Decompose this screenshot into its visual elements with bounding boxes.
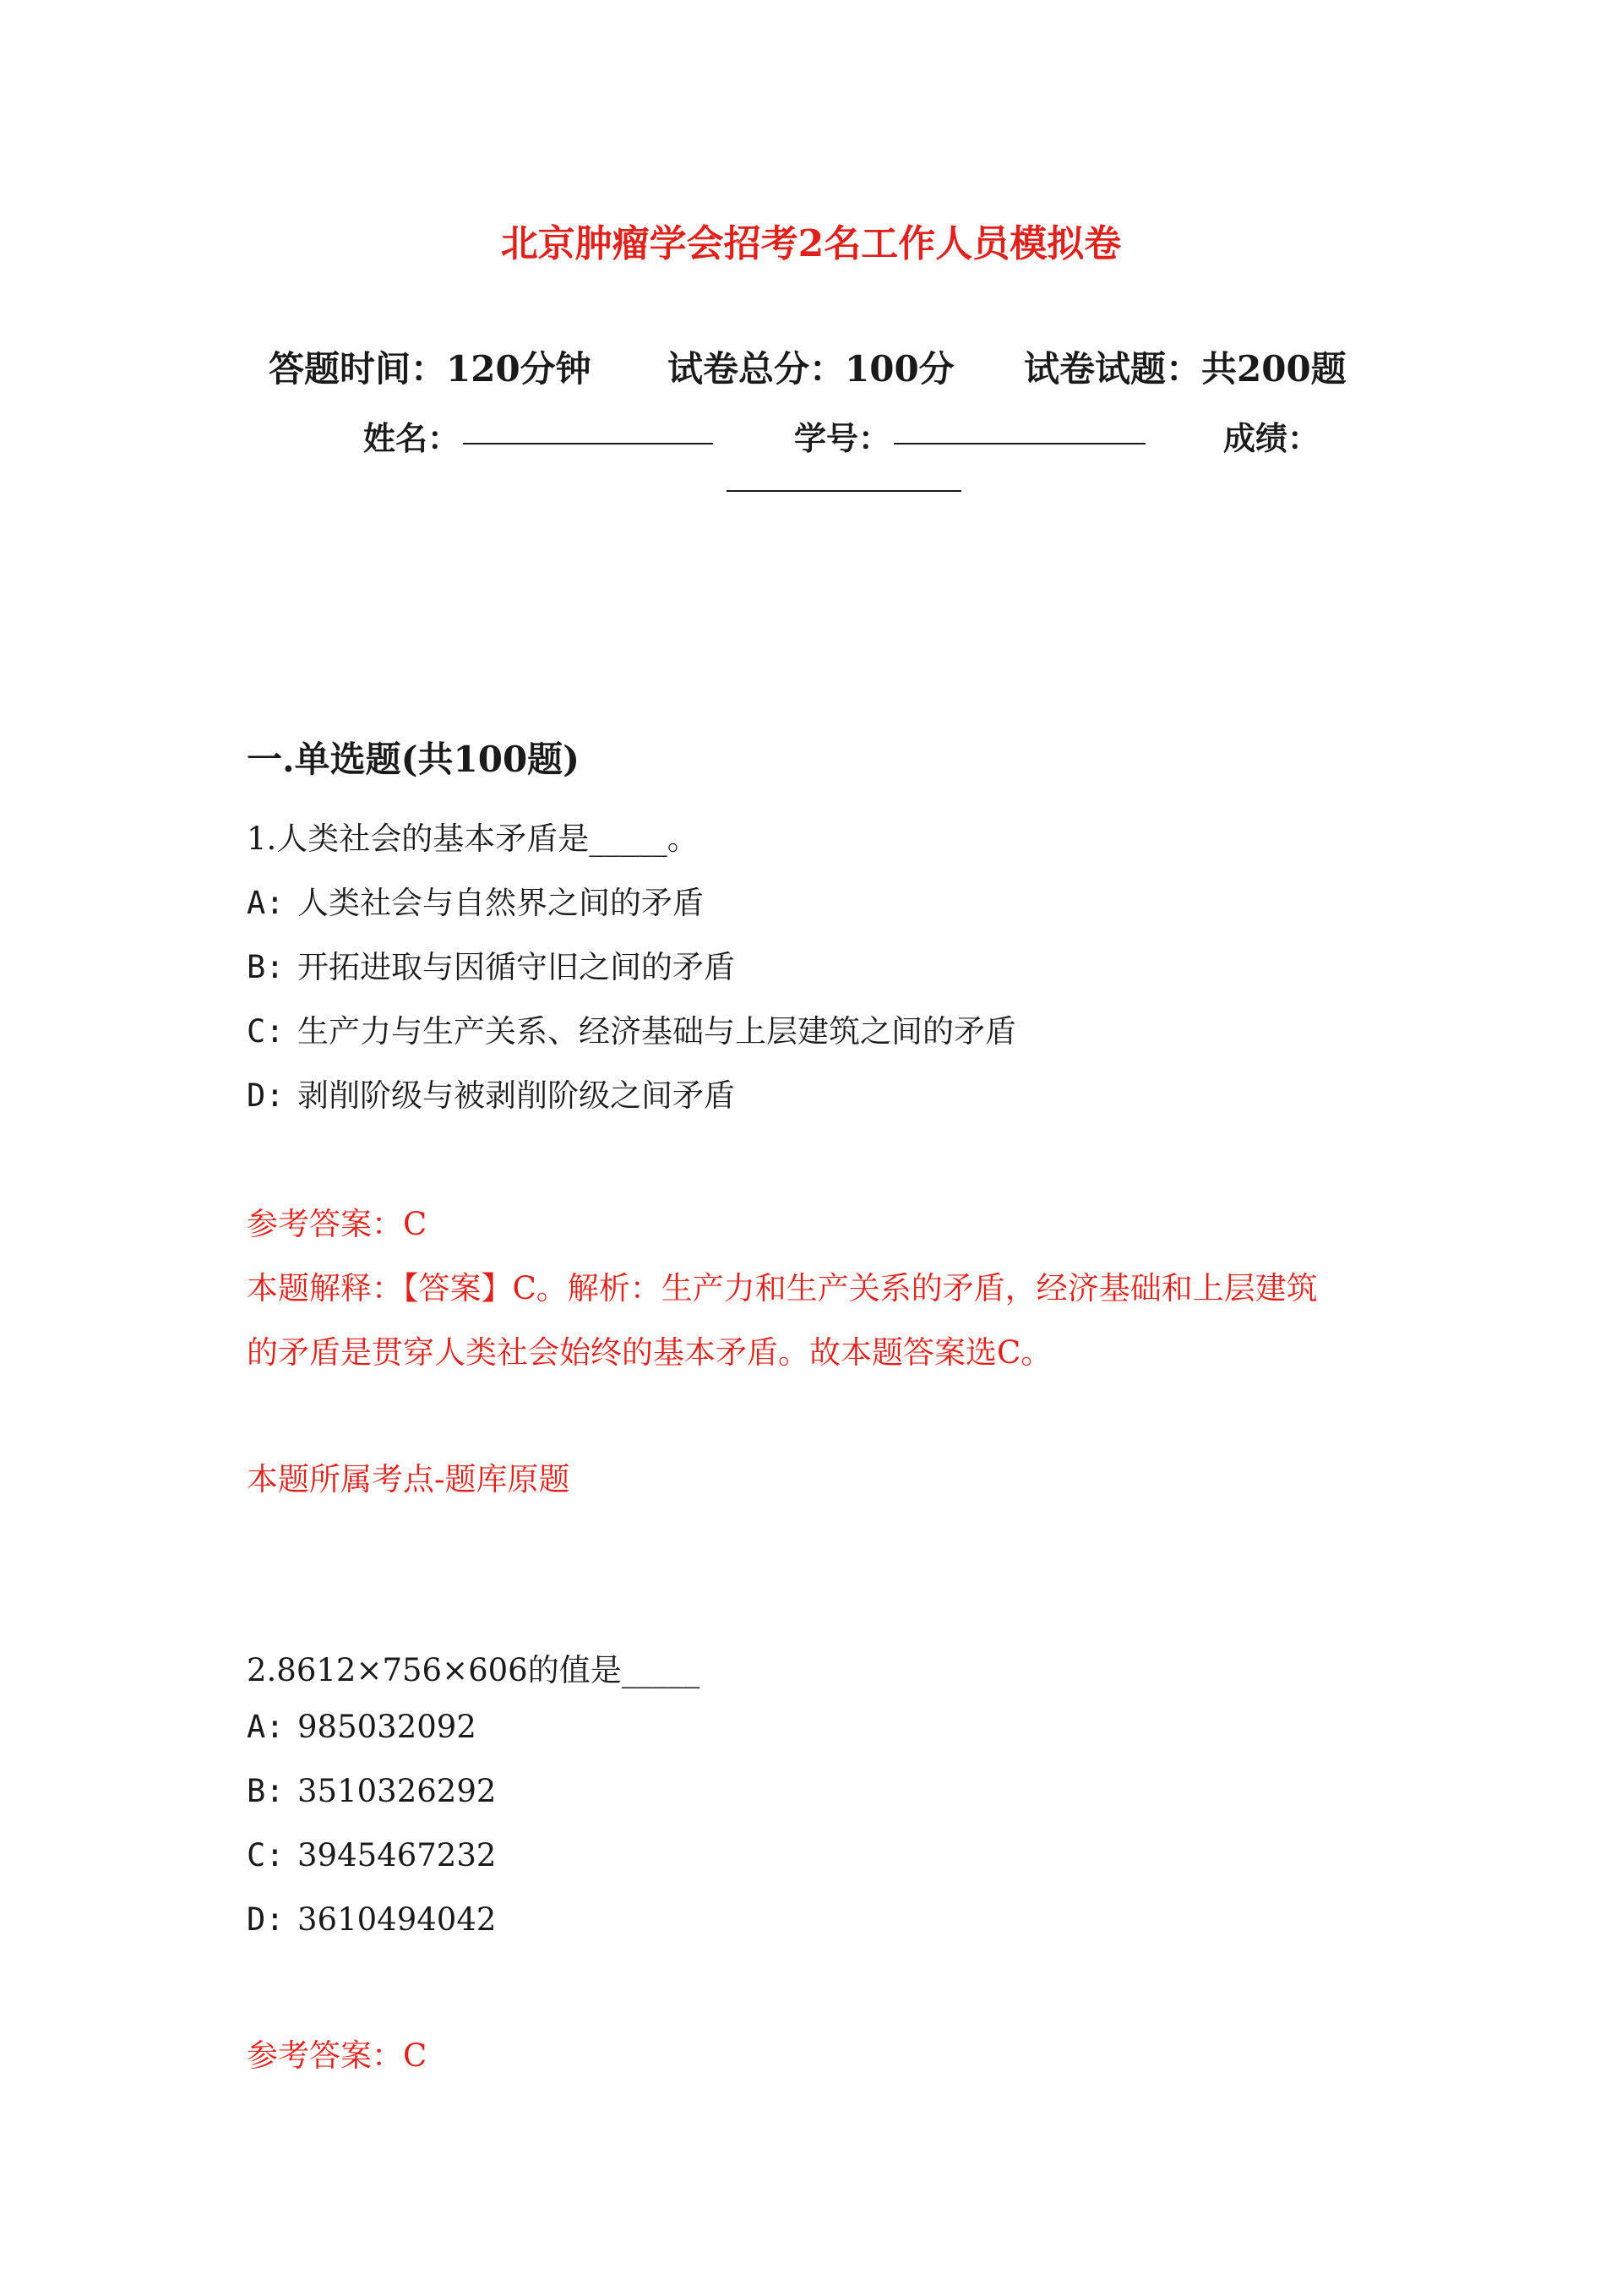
grade-blank[interactable] — [727, 490, 961, 492]
name-label: 姓名： — [363, 419, 460, 457]
question-2-stem: 2.8612×756×606的值是_____ — [247, 1652, 700, 1688]
option-text: 3610494042 — [297, 1901, 497, 1938]
question-1-stem: 1.人类社会的基本矛盾是_____。 — [247, 821, 699, 857]
student-id-blank[interactable] — [894, 443, 1146, 444]
option-letter: C: — [247, 1837, 285, 1873]
question-1-explanation-line-2: 的矛盾是贯穿人类社会始终的基本矛盾。故本题答案选C。 — [247, 1334, 1053, 1371]
option-text: 985032092 — [297, 1709, 476, 1745]
student-id-label: 学号： — [794, 419, 891, 457]
question-2-option-a — [247, 1709, 476, 1745]
option-letter: B: — [247, 949, 285, 985]
option-letter: D: — [247, 1901, 285, 1938]
question-2-answer: 参考答案：C — [247, 2037, 427, 2074]
option-text: 3945467232 — [297, 1837, 497, 1873]
name-blank[interactable] — [463, 443, 713, 444]
question-1-option-d — [247, 1070, 735, 1115]
question-2-option-b — [247, 1773, 496, 1809]
option-letter: D: — [247, 1077, 285, 1114]
option-letter: C: — [247, 1013, 285, 1050]
question-1-topic: 本题所属考点-题库原题 — [247, 1461, 570, 1497]
option-text: 3510326292 — [297, 1773, 497, 1809]
question-1-option-c — [247, 1006, 1016, 1051]
section-heading: 一.单选题(共100题) — [247, 739, 580, 780]
question-2-option-c — [247, 1837, 496, 1873]
page-title: 北京肿瘤学会招考2名工作人员模拟卷 — [500, 222, 1122, 265]
option-text: 生产力与生产关系、经济基础与上层建筑之间的矛盾 — [297, 1013, 1016, 1050]
option-letter: A: — [247, 885, 285, 921]
option-text: 剥削阶级与被剥削阶级之间矛盾 — [297, 1077, 735, 1114]
option-letter: A: — [247, 1709, 285, 1745]
grade-label: 成绩： — [1223, 419, 1320, 457]
question-2-option-d — [247, 1901, 496, 1938]
exam-time: 答题时间：120分钟 — [269, 348, 591, 390]
option-text: 人类社会与自然界之间的矛盾 — [297, 885, 704, 921]
option-text: 开拓进取与因循守旧之间的矛盾 — [297, 949, 735, 985]
question-1-option-a — [247, 877, 704, 923]
question-1-option-b — [247, 941, 735, 987]
option-letter: B: — [247, 1773, 285, 1809]
question-1-answer: 参考答案：C — [247, 1206, 427, 1242]
exam-total-score: 试卷总分：100分 — [667, 348, 955, 390]
exam-question-count: 试卷试题：共200题 — [1024, 348, 1347, 390]
question-1-explanation-line-1: 本题解释：【答案】C。解析：生产力和生产关系的矛盾，经济基础和上层建筑 — [247, 1270, 1318, 1306]
